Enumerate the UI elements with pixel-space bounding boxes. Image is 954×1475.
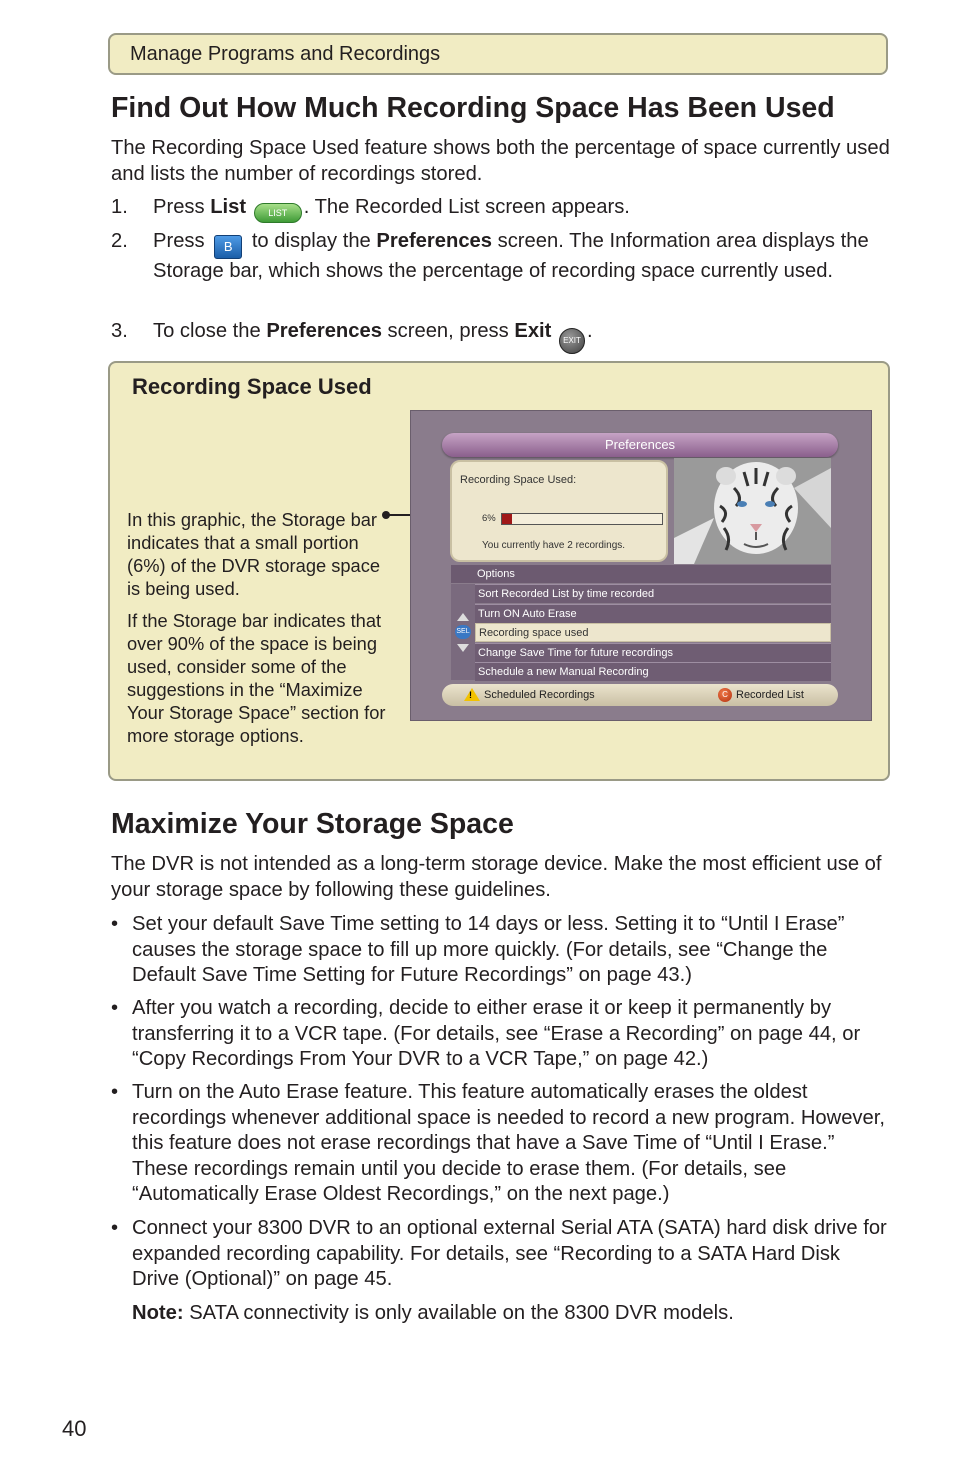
page-number: 40 xyxy=(62,1416,87,1441)
preferences-header: Preferences xyxy=(442,433,838,457)
section-header-title: Manage Programs and Recordings xyxy=(130,43,441,65)
option-item: Change Save Time for future recordings xyxy=(475,643,831,662)
c-button-icon: C xyxy=(718,688,732,702)
bullet-dot: • xyxy=(111,1081,119,1103)
bullet-text: Connect your 8300 DVR to an optional external Serial ATA (SATA) hard disk drive for expanded recording capability. For details, see “Recording to a SATA Hard Disk Drive (Optional)” on page 45. xyxy=(132,1217,887,1290)
panel-text-1: In this graphic, the Storage bar indicates that a small portion (6%) of the DVR storage space is being used. xyxy=(127,509,381,599)
recording-space-panel xyxy=(108,361,890,781)
options-header: Options xyxy=(451,565,831,583)
step-text: screen, press xyxy=(381,320,515,342)
b-button-icon: B xyxy=(214,235,242,259)
bullet-dot: • xyxy=(111,913,119,935)
bottom-legend-bar xyxy=(442,684,838,706)
step-number: 2. xyxy=(111,230,128,252)
step-text: Press xyxy=(153,196,211,218)
note-label: Note: xyxy=(132,1302,184,1324)
note-text: SATA connectivity is only available on the 8300 DVR models. xyxy=(183,1302,734,1324)
section-header-bar xyxy=(108,33,888,75)
tiger-illustration xyxy=(674,458,831,564)
option-item: Sort Recorded List by time recorded xyxy=(475,584,831,603)
step-text: To close the xyxy=(153,320,267,342)
recorded-list-label: Recorded List xyxy=(736,689,804,701)
scheduled-recordings-label: Scheduled Recordings xyxy=(484,689,595,701)
warning-mark: ! xyxy=(469,690,472,700)
bullet-dot: • xyxy=(111,997,119,1019)
step-text: . xyxy=(587,320,593,342)
storage-percent-label: 6% xyxy=(482,513,496,524)
heading-recording-space: Find Out How Much Recording Space Has Been Used xyxy=(111,92,835,124)
sel-icon: SEL xyxy=(455,625,471,639)
info-area xyxy=(450,460,668,562)
option-item: Schedule a new Manual Recording xyxy=(475,662,831,681)
step-bold: Preferences xyxy=(376,230,493,252)
arrow-down-icon xyxy=(457,644,469,652)
storage-bar xyxy=(501,513,663,525)
option-item: Recording space used xyxy=(475,623,831,642)
storage-bar-fill xyxy=(502,514,512,524)
step-bold: List xyxy=(210,196,247,218)
panel-text-2: If the Storage bar indicates that over 90% of the space is being used, consider some of the suggestions in the “Maximize Your Storage Space” section for more storage options. xyxy=(127,610,386,746)
heading-maximize-storage: Maximize Your Storage Space xyxy=(111,808,514,840)
exit-button-icon: EXIT xyxy=(559,328,585,354)
step-bold: Exit xyxy=(514,320,552,342)
panel-title: Recording Space Used xyxy=(132,374,372,399)
step-number: 1. xyxy=(111,196,128,218)
step-text: to display the xyxy=(246,230,377,252)
arrow-up-icon xyxy=(457,613,469,621)
warning-triangle-icon xyxy=(464,688,480,701)
bullet-text: After you watch a recording, decide to either erase it or keep it permanently by transferring it to a VCR tape. (For details, see “Erase a Recording” on page 44, or “Copy Recordings From Your DVR to a VCR Tape,” on page 42.) xyxy=(132,997,861,1070)
maximize-intro: The DVR is not intended as a long-term storage device. Make the most efficient use of your storage space by following these guidelines. xyxy=(111,853,882,901)
step-text: Press xyxy=(153,230,211,252)
info-label: Recording Space Used: xyxy=(460,474,577,486)
list-button-icon: LIST xyxy=(254,203,302,223)
bullet-text: Turn on the Auto Erase feature. This feature automatically erases the oldest recordings whenever additional space is needed to record a new program. However, this feature does not erase recordings that have a Save Time of “Until I Erase.” These recordings remain until you decide to erase them. (For details, see “Automatically Erase Oldest Recordings,” on the next page.) xyxy=(132,1081,885,1205)
recordings-count: You currently have 2 recordings. xyxy=(482,540,626,551)
intro-paragraph: The Recording Space Used feature shows both the percentage of space currently used and lists the number of recordings stored. xyxy=(111,137,890,185)
step-bold: Preferences xyxy=(266,320,382,342)
bullet-text: Set your default Save Time setting to 14 days or less. Setting it to “Until I Erase” causes the storage space to fill up more quickly. (For details, see “Change the Default Save Time Setting for Future Recordings” on page 43.) xyxy=(132,913,845,986)
step-number: 3. xyxy=(111,320,128,342)
tiger-image xyxy=(674,458,831,564)
preferences-screenshot xyxy=(410,410,872,721)
option-item: Turn ON Auto Erase xyxy=(475,604,831,623)
bullet-dot: • xyxy=(111,1217,119,1239)
step-text: . The Recorded List screen appears. xyxy=(303,196,630,218)
step-text: screen. The Information area displays the Storage bar, which shows the percentage of recording space currently used. xyxy=(153,230,869,282)
